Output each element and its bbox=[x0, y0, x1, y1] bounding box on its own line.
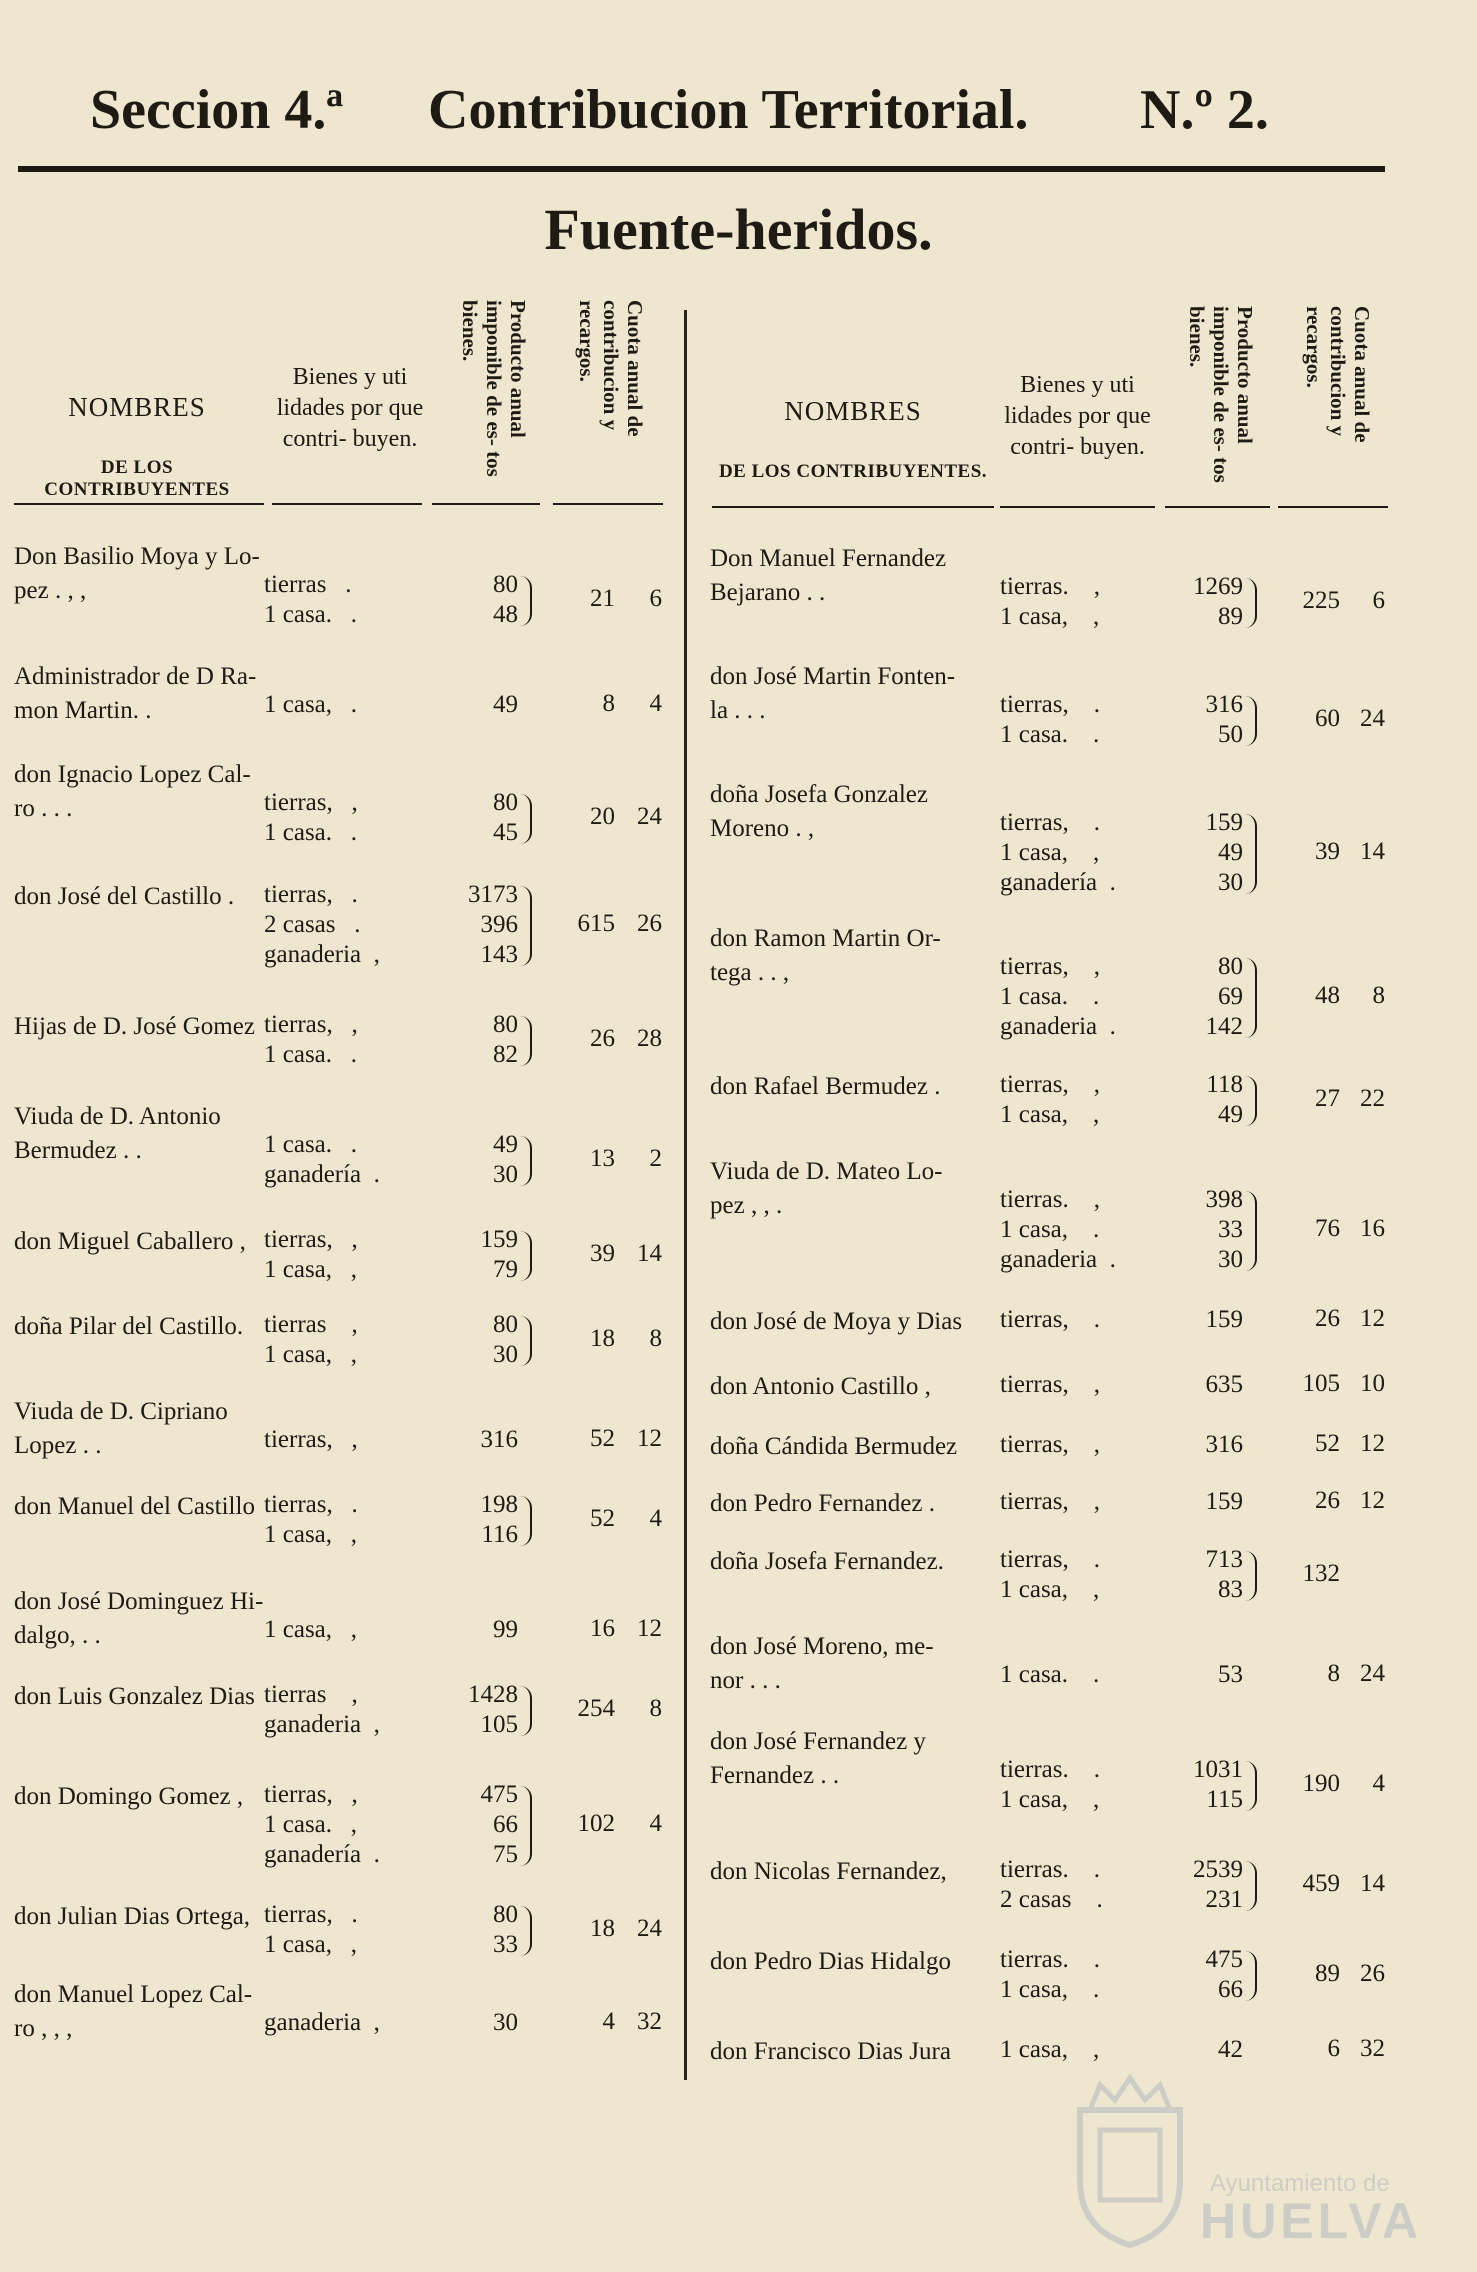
taxpayer-name: Administrador de D Ra- mon Martin. . bbox=[14, 663, 257, 724]
taxpayer-name: Don Manuel Fernandez Bejarano . . bbox=[710, 545, 947, 606]
cuota-maravedis: 16 bbox=[1360, 1215, 1385, 1242]
taxpayer-name: don José Martin Fonten- la . . . bbox=[710, 663, 956, 724]
cuota-reales: 60 bbox=[1315, 705, 1340, 732]
property-type: 1 casa, , bbox=[264, 1931, 358, 1958]
cuota-reales: 8 bbox=[602, 690, 615, 717]
property-type: 1 casa, , bbox=[1000, 839, 1100, 866]
cuota-maravedis: 14 bbox=[637, 1240, 662, 1267]
property-type: ganaderia . bbox=[1000, 1246, 1116, 1273]
product-value: 75 bbox=[493, 1841, 518, 1868]
column-divider bbox=[684, 310, 687, 2080]
cuota-reales: 6 bbox=[1327, 2035, 1340, 2062]
taxpayer-name: don Francisco Dias Jura bbox=[710, 2038, 951, 2065]
property-type: tierras, , bbox=[264, 1426, 358, 1453]
product-value: 1269 bbox=[1193, 573, 1243, 600]
grouping-brace bbox=[1245, 578, 1257, 628]
grouping-brace bbox=[1245, 1861, 1257, 1911]
cuota-maravedis: 12 bbox=[1360, 1305, 1385, 1332]
product-value: 42 bbox=[1218, 2036, 1243, 2063]
cuota-reales: 27 bbox=[1315, 1085, 1340, 1112]
grouping-brace bbox=[1245, 1951, 1257, 2001]
cuota-maravedis: 24 bbox=[1360, 1660, 1385, 1687]
cuota-maravedis: 8 bbox=[649, 1695, 662, 1722]
cuota-reales: 4 bbox=[602, 2008, 615, 2035]
property-type: tierras. . bbox=[1000, 1856, 1100, 1883]
property-type: tierras, . bbox=[1000, 691, 1100, 718]
cuota-reales: 190 bbox=[1302, 1770, 1340, 1797]
grouping-brace bbox=[520, 1906, 532, 1956]
cuota-maravedis: 6 bbox=[1372, 587, 1385, 614]
cuota-reales: 52 bbox=[1315, 1430, 1340, 1457]
product-value: 45 bbox=[493, 819, 518, 846]
right-header-rule-1 bbox=[712, 506, 994, 508]
product-value: 49 bbox=[1218, 839, 1243, 866]
cuota-reales: 89 bbox=[1315, 1960, 1340, 1987]
product-value: 1031 bbox=[1193, 1756, 1243, 1783]
property-type: 1 casa, , bbox=[1000, 1101, 1100, 1128]
cuota-maravedis: 32 bbox=[1360, 2035, 1385, 2062]
product-value: 30 bbox=[1218, 1246, 1243, 1273]
cuota-maravedis: 14 bbox=[1360, 838, 1385, 865]
product-value: 49 bbox=[493, 691, 518, 718]
product-value: 50 bbox=[1218, 721, 1243, 748]
property-type: tierras, . bbox=[1000, 809, 1100, 836]
product-value: 635 bbox=[1205, 1371, 1243, 1398]
taxpayer-name: don José Moreno, me- nor . . . bbox=[710, 1633, 934, 1694]
product-value: 105 bbox=[480, 1711, 518, 1738]
left-header-rule-2 bbox=[272, 503, 422, 505]
taxpayer-name: don Manuel Lopez Cal- ro , , , bbox=[14, 1981, 253, 2042]
taxpayer-name: don José Dominguez Hi- dalgo, . . bbox=[14, 1588, 264, 1649]
cuota-reales: 16 bbox=[590, 1615, 615, 1642]
product-value: 713 bbox=[1205, 1546, 1243, 1573]
cuota-reales: 26 bbox=[1315, 1487, 1340, 1514]
right-header-rule-4 bbox=[1278, 506, 1388, 508]
cuota-reales: 48 bbox=[1315, 982, 1340, 1009]
coat-of-arms-icon bbox=[1060, 2070, 1200, 2250]
property-type: ganaderia . bbox=[1000, 1013, 1116, 1040]
product-value: 1428 bbox=[468, 1681, 518, 1708]
property-type: 2 casas . bbox=[1000, 1886, 1103, 1913]
taxpayer-name: don Domingo Gomez , bbox=[14, 1783, 244, 1810]
property-type: tierras, . bbox=[264, 1901, 358, 1928]
product-value: 99 bbox=[493, 1616, 518, 1643]
right-header-cuota: Cuota anual de contribucion y recargos. bbox=[1302, 306, 1374, 443]
right-header-rule-2 bbox=[1000, 506, 1155, 508]
product-value: 115 bbox=[1206, 1786, 1243, 1813]
grouping-brace bbox=[1245, 696, 1257, 746]
cuota-reales: 105 bbox=[1302, 1370, 1340, 1397]
property-type: tierras, , bbox=[1000, 1431, 1100, 1458]
cuota-maravedis: 14 bbox=[1360, 1870, 1385, 1897]
taxpayer-name: don Ignacio Lopez Cal- ro . . . bbox=[14, 761, 251, 822]
grouping-brace bbox=[520, 886, 532, 966]
product-value: 83 bbox=[1218, 1576, 1243, 1603]
property-type: 1 casa. , bbox=[264, 1811, 358, 1838]
taxpayer-name: doña Josefa Fernandez. bbox=[710, 1548, 944, 1575]
product-value: 159 bbox=[1205, 809, 1243, 836]
taxpayer-name: don Pedro Fernandez . bbox=[710, 1490, 935, 1517]
property-type: 1 casa, . bbox=[1000, 1216, 1100, 1243]
product-value: 231 bbox=[1205, 1886, 1243, 1913]
product-value: 2539 bbox=[1193, 1856, 1243, 1883]
product-value: 66 bbox=[1218, 1976, 1243, 2003]
cuota-reales: 225 bbox=[1302, 587, 1340, 614]
property-type: tierras . bbox=[264, 571, 352, 598]
taxpayer-name: Hijas de D. José Gomez bbox=[14, 1013, 255, 1040]
property-type: ganaderia , bbox=[264, 1711, 380, 1738]
property-type: tierras, , bbox=[1000, 1488, 1100, 1515]
property-type: 1 casa. . bbox=[1000, 983, 1100, 1010]
taxpayer-name: Viuda de D. Cipriano Lopez . . bbox=[14, 1398, 228, 1459]
taxpayer-name: don Luis Gonzalez Dias bbox=[14, 1683, 255, 1710]
taxpayer-name: don Julian Dias Ortega, bbox=[14, 1903, 251, 1930]
property-type: 1 casa. . bbox=[1000, 1661, 1100, 1688]
product-value: 316 bbox=[1205, 1431, 1243, 1458]
property-type: 1 casa. . bbox=[264, 819, 358, 846]
grouping-brace bbox=[1245, 1761, 1257, 1811]
right-header-bienes: Bienes y uti lidades por que contri- buyen. bbox=[1004, 372, 1151, 460]
product-value: 80 bbox=[493, 1311, 518, 1338]
taxpayer-name: don Ramon Martin Or- tega . . , bbox=[710, 925, 941, 986]
grouping-brace bbox=[520, 576, 532, 626]
left-header-cuota: Cuota anual de contribucion y recargos. bbox=[575, 300, 647, 437]
taxpayer-name: doña Pilar del Castillo. bbox=[14, 1313, 244, 1340]
page-header bbox=[90, 78, 1390, 158]
taxpayer-name: don José del Castillo . bbox=[14, 883, 235, 910]
product-value: 48 bbox=[493, 601, 518, 628]
property-type: ganaderia , bbox=[264, 941, 380, 968]
property-type: 1 casa. . bbox=[264, 601, 358, 628]
product-value: 33 bbox=[1218, 1216, 1243, 1243]
property-type: tierras. , bbox=[1000, 573, 1100, 600]
cuota-maravedis: 4 bbox=[1372, 1770, 1385, 1797]
grouping-brace bbox=[520, 1786, 532, 1866]
header-rule bbox=[18, 166, 1385, 172]
property-type: 1 casa, . bbox=[1000, 1976, 1100, 2003]
product-value: 116 bbox=[481, 1521, 518, 1548]
grouping-brace bbox=[1245, 958, 1257, 1038]
taxpayer-name: Don Basilio Moya y Lo- pez . , , bbox=[14, 543, 260, 604]
product-value: 30 bbox=[493, 1161, 518, 1188]
product-value: 30 bbox=[493, 1341, 518, 1368]
place-title: Fuente-heridos. bbox=[544, 197, 933, 262]
property-type: tierras. . bbox=[1000, 1946, 1100, 1973]
header-title: Contribucion Territorial. bbox=[428, 79, 1029, 141]
cuota-reales: 39 bbox=[590, 1240, 615, 1267]
grouping-brace bbox=[520, 1136, 532, 1186]
cuota-reales: 132 bbox=[1302, 1560, 1340, 1587]
product-value: 316 bbox=[1205, 691, 1243, 718]
grouping-brace bbox=[1245, 814, 1257, 894]
taxpayer-name: doña Josefa Gonzalez Moreno . , bbox=[710, 781, 928, 842]
product-value: 396 bbox=[480, 911, 518, 938]
property-type: tierras, . bbox=[1000, 1306, 1100, 1333]
cuota-reales: 52 bbox=[590, 1425, 615, 1452]
grouping-brace bbox=[520, 1496, 532, 1546]
cuota-maravedis: 26 bbox=[637, 910, 662, 937]
cuota-reales: 18 bbox=[590, 1915, 615, 1942]
taxpayer-name: doña Cándida Bermudez bbox=[710, 1433, 958, 1460]
watermark-line1: Ayuntamiento de bbox=[1210, 2170, 1390, 2197]
taxpayer-name: don Miguel Caballero , bbox=[14, 1228, 246, 1255]
cuota-maravedis: 12 bbox=[637, 1425, 662, 1452]
grouping-brace bbox=[520, 1316, 532, 1366]
right-header-producto: Producto anual imponible de es- tos bienes. bbox=[1185, 306, 1257, 483]
property-type: 1 casa. . bbox=[1000, 721, 1100, 748]
cuota-maravedis: 8 bbox=[1372, 982, 1385, 1009]
property-type: tierras, . bbox=[1000, 1546, 1100, 1573]
cuota-maravedis: 8 bbox=[649, 1325, 662, 1352]
left-header-rule-1 bbox=[14, 503, 264, 505]
product-value: 80 bbox=[493, 1011, 518, 1038]
taxpayer-name: don José de Moya y Dias bbox=[710, 1308, 963, 1335]
product-value: 49 bbox=[493, 1131, 518, 1158]
property-type: tierras, , bbox=[1000, 953, 1100, 980]
product-value: 30 bbox=[1218, 869, 1243, 896]
cuota-reales: 20 bbox=[590, 803, 615, 830]
cuota-reales: 26 bbox=[1315, 1305, 1340, 1332]
taxpayer-name: don Rafael Bermudez . bbox=[710, 1073, 941, 1100]
cuota-reales: 13 bbox=[590, 1145, 615, 1172]
property-type: 1 casa, , bbox=[1000, 1786, 1100, 1813]
cuota-maravedis: 24 bbox=[1360, 705, 1385, 732]
product-value: 475 bbox=[1205, 1946, 1243, 1973]
cuota-reales: 615 bbox=[577, 910, 615, 937]
right-header-rule-3 bbox=[1165, 506, 1270, 508]
left-header-nombres: NOMBRES DE LOS CONTRIBUYENTES bbox=[44, 392, 230, 500]
product-value: 398 bbox=[1205, 1186, 1243, 1213]
product-value: 80 bbox=[493, 571, 518, 598]
property-type: tierras , bbox=[264, 1311, 358, 1338]
cuota-reales: 102 bbox=[577, 1810, 615, 1837]
cuota-maravedis: 26 bbox=[1360, 1960, 1385, 1987]
left-header-bienes: Bienes y uti lidades por que contri- buyen. bbox=[276, 364, 424, 452]
cuota-maravedis: 12 bbox=[1360, 1487, 1385, 1514]
product-value: 159 bbox=[1205, 1488, 1243, 1515]
product-value: 198 bbox=[480, 1491, 518, 1518]
cuota-maravedis: 4 bbox=[649, 1810, 662, 1837]
grouping-brace bbox=[520, 1231, 532, 1281]
product-value: 159 bbox=[1205, 1306, 1243, 1333]
product-value: 66 bbox=[493, 1811, 518, 1838]
taxpayer-name: don Antonio Castillo , bbox=[710, 1373, 931, 1400]
taxpayer-name: Viuda de D. Mateo Lo- pez , , . bbox=[710, 1158, 943, 1219]
cuota-reales: 26 bbox=[590, 1025, 615, 1052]
cuota-maravedis: 24 bbox=[637, 803, 662, 830]
product-value: 118 bbox=[1206, 1071, 1243, 1098]
cuota-reales: 254 bbox=[577, 1695, 615, 1722]
grouping-brace bbox=[1245, 1076, 1257, 1126]
page-number: N.º 2. bbox=[1140, 79, 1269, 141]
cuota-reales: 459 bbox=[1302, 1870, 1340, 1897]
cuota-reales: 76 bbox=[1315, 1215, 1340, 1242]
property-type: tierras, , bbox=[264, 1011, 358, 1038]
product-value: 80 bbox=[493, 1901, 518, 1928]
cuota-reales: 52 bbox=[590, 1505, 615, 1532]
property-type: 1 casa. . bbox=[264, 1041, 358, 1068]
property-type: 1 casa, , bbox=[264, 1521, 358, 1548]
property-type: tierras, , bbox=[264, 789, 358, 816]
grouping-brace bbox=[520, 1686, 532, 1736]
left-header-rule-3 bbox=[432, 503, 540, 505]
property-type: ganadería . bbox=[264, 1841, 380, 1868]
product-value: 82 bbox=[493, 1041, 518, 1068]
cuota-reales: 21 bbox=[590, 585, 615, 612]
cuota-maravedis: 28 bbox=[637, 1025, 662, 1052]
taxpayer-name: don Manuel del Castillo bbox=[14, 1493, 255, 1520]
grouping-brace bbox=[520, 1016, 532, 1066]
property-type: 1 casa, , bbox=[1000, 2036, 1100, 2063]
property-type: tierras. . bbox=[1000, 1756, 1100, 1783]
cuota-maravedis: 12 bbox=[1360, 1430, 1385, 1457]
property-type: ganadería . bbox=[264, 1161, 380, 1188]
grouping-brace bbox=[1245, 1191, 1257, 1271]
property-type: tierras , bbox=[264, 1681, 358, 1708]
product-value: 143 bbox=[480, 941, 518, 968]
product-value: 79 bbox=[493, 1256, 518, 1283]
property-type: tierras, , bbox=[1000, 1071, 1100, 1098]
property-type: tierras, , bbox=[1000, 1371, 1100, 1398]
taxpayer-name: don Pedro Dias Hidalgo bbox=[710, 1948, 951, 1975]
product-value: 49 bbox=[1218, 1101, 1243, 1128]
cuota-maravedis: 10 bbox=[1360, 1370, 1385, 1397]
cuota-maravedis: 6 bbox=[649, 585, 662, 612]
property-type: tierras, . bbox=[264, 881, 358, 908]
left-header-producto: Producto anual imponible de es- tos bienes. bbox=[458, 300, 530, 477]
property-type: 1 casa, , bbox=[1000, 1576, 1100, 1603]
taxpayer-name: Viuda de D. Antonio Bermudez . . bbox=[14, 1103, 221, 1164]
cuota-maravedis: 4 bbox=[649, 690, 662, 717]
property-type: 1 casa, , bbox=[264, 1256, 358, 1283]
cuota-maravedis: 32 bbox=[637, 2008, 662, 2035]
right-header-nombres: NOMBRES DE LOS CONTRIBUYENTES. bbox=[718, 396, 988, 482]
section-label: Seccion 4.ª bbox=[90, 79, 344, 141]
product-value: 159 bbox=[480, 1226, 518, 1253]
product-value: 80 bbox=[493, 789, 518, 816]
cuota-maravedis: 24 bbox=[637, 1915, 662, 1942]
product-value: 69 bbox=[1218, 983, 1243, 1010]
huelva-watermark bbox=[1060, 2070, 1423, 2250]
product-value: 80 bbox=[1218, 953, 1243, 980]
property-type: tierras, , bbox=[264, 1226, 358, 1253]
grouping-brace bbox=[520, 794, 532, 844]
product-value: 316 bbox=[480, 1426, 518, 1453]
property-type: 1 casa. . bbox=[264, 1131, 358, 1158]
product-value: 475 bbox=[480, 1781, 518, 1808]
property-type: 1 casa, , bbox=[1000, 603, 1100, 630]
property-type: tierras. , bbox=[1000, 1186, 1100, 1213]
cuota-maravedis: 4 bbox=[649, 1505, 662, 1532]
product-value: 33 bbox=[493, 1931, 518, 1958]
property-type: ganaderia , bbox=[264, 2009, 380, 2036]
cuota-reales: 39 bbox=[1315, 838, 1340, 865]
product-value: 30 bbox=[493, 2009, 518, 2036]
property-type: ganadería . bbox=[1000, 869, 1116, 896]
taxpayer-name: don José Fernandez y Fernandez . . bbox=[710, 1728, 926, 1789]
cuota-maravedis: 2 bbox=[649, 1145, 662, 1172]
cuota-reales: 8 bbox=[1327, 1660, 1340, 1687]
cuota-reales: 18 bbox=[590, 1325, 615, 1352]
cuota-maravedis: 12 bbox=[637, 1615, 662, 1642]
grouping-brace bbox=[1245, 1551, 1257, 1601]
product-value: 89 bbox=[1218, 603, 1243, 630]
product-value: 142 bbox=[1205, 1013, 1243, 1040]
watermark-line2: HUELVA bbox=[1200, 2193, 1423, 2249]
product-value: 53 bbox=[1218, 1661, 1243, 1688]
property-type: 1 casa, , bbox=[264, 1341, 358, 1368]
property-type: 1 casa, , bbox=[264, 1616, 358, 1643]
property-type: 1 casa, . bbox=[264, 691, 358, 718]
property-type: tierras, , bbox=[264, 1781, 358, 1808]
product-value: 3173 bbox=[468, 881, 518, 908]
property-type: tierras, . bbox=[264, 1491, 358, 1518]
cuota-maravedis: 22 bbox=[1360, 1085, 1385, 1112]
left-header-rule-4 bbox=[553, 503, 663, 505]
taxpayer-name: don Nicolas Fernandez, bbox=[710, 1858, 947, 1885]
property-type: 2 casas . bbox=[264, 911, 361, 938]
